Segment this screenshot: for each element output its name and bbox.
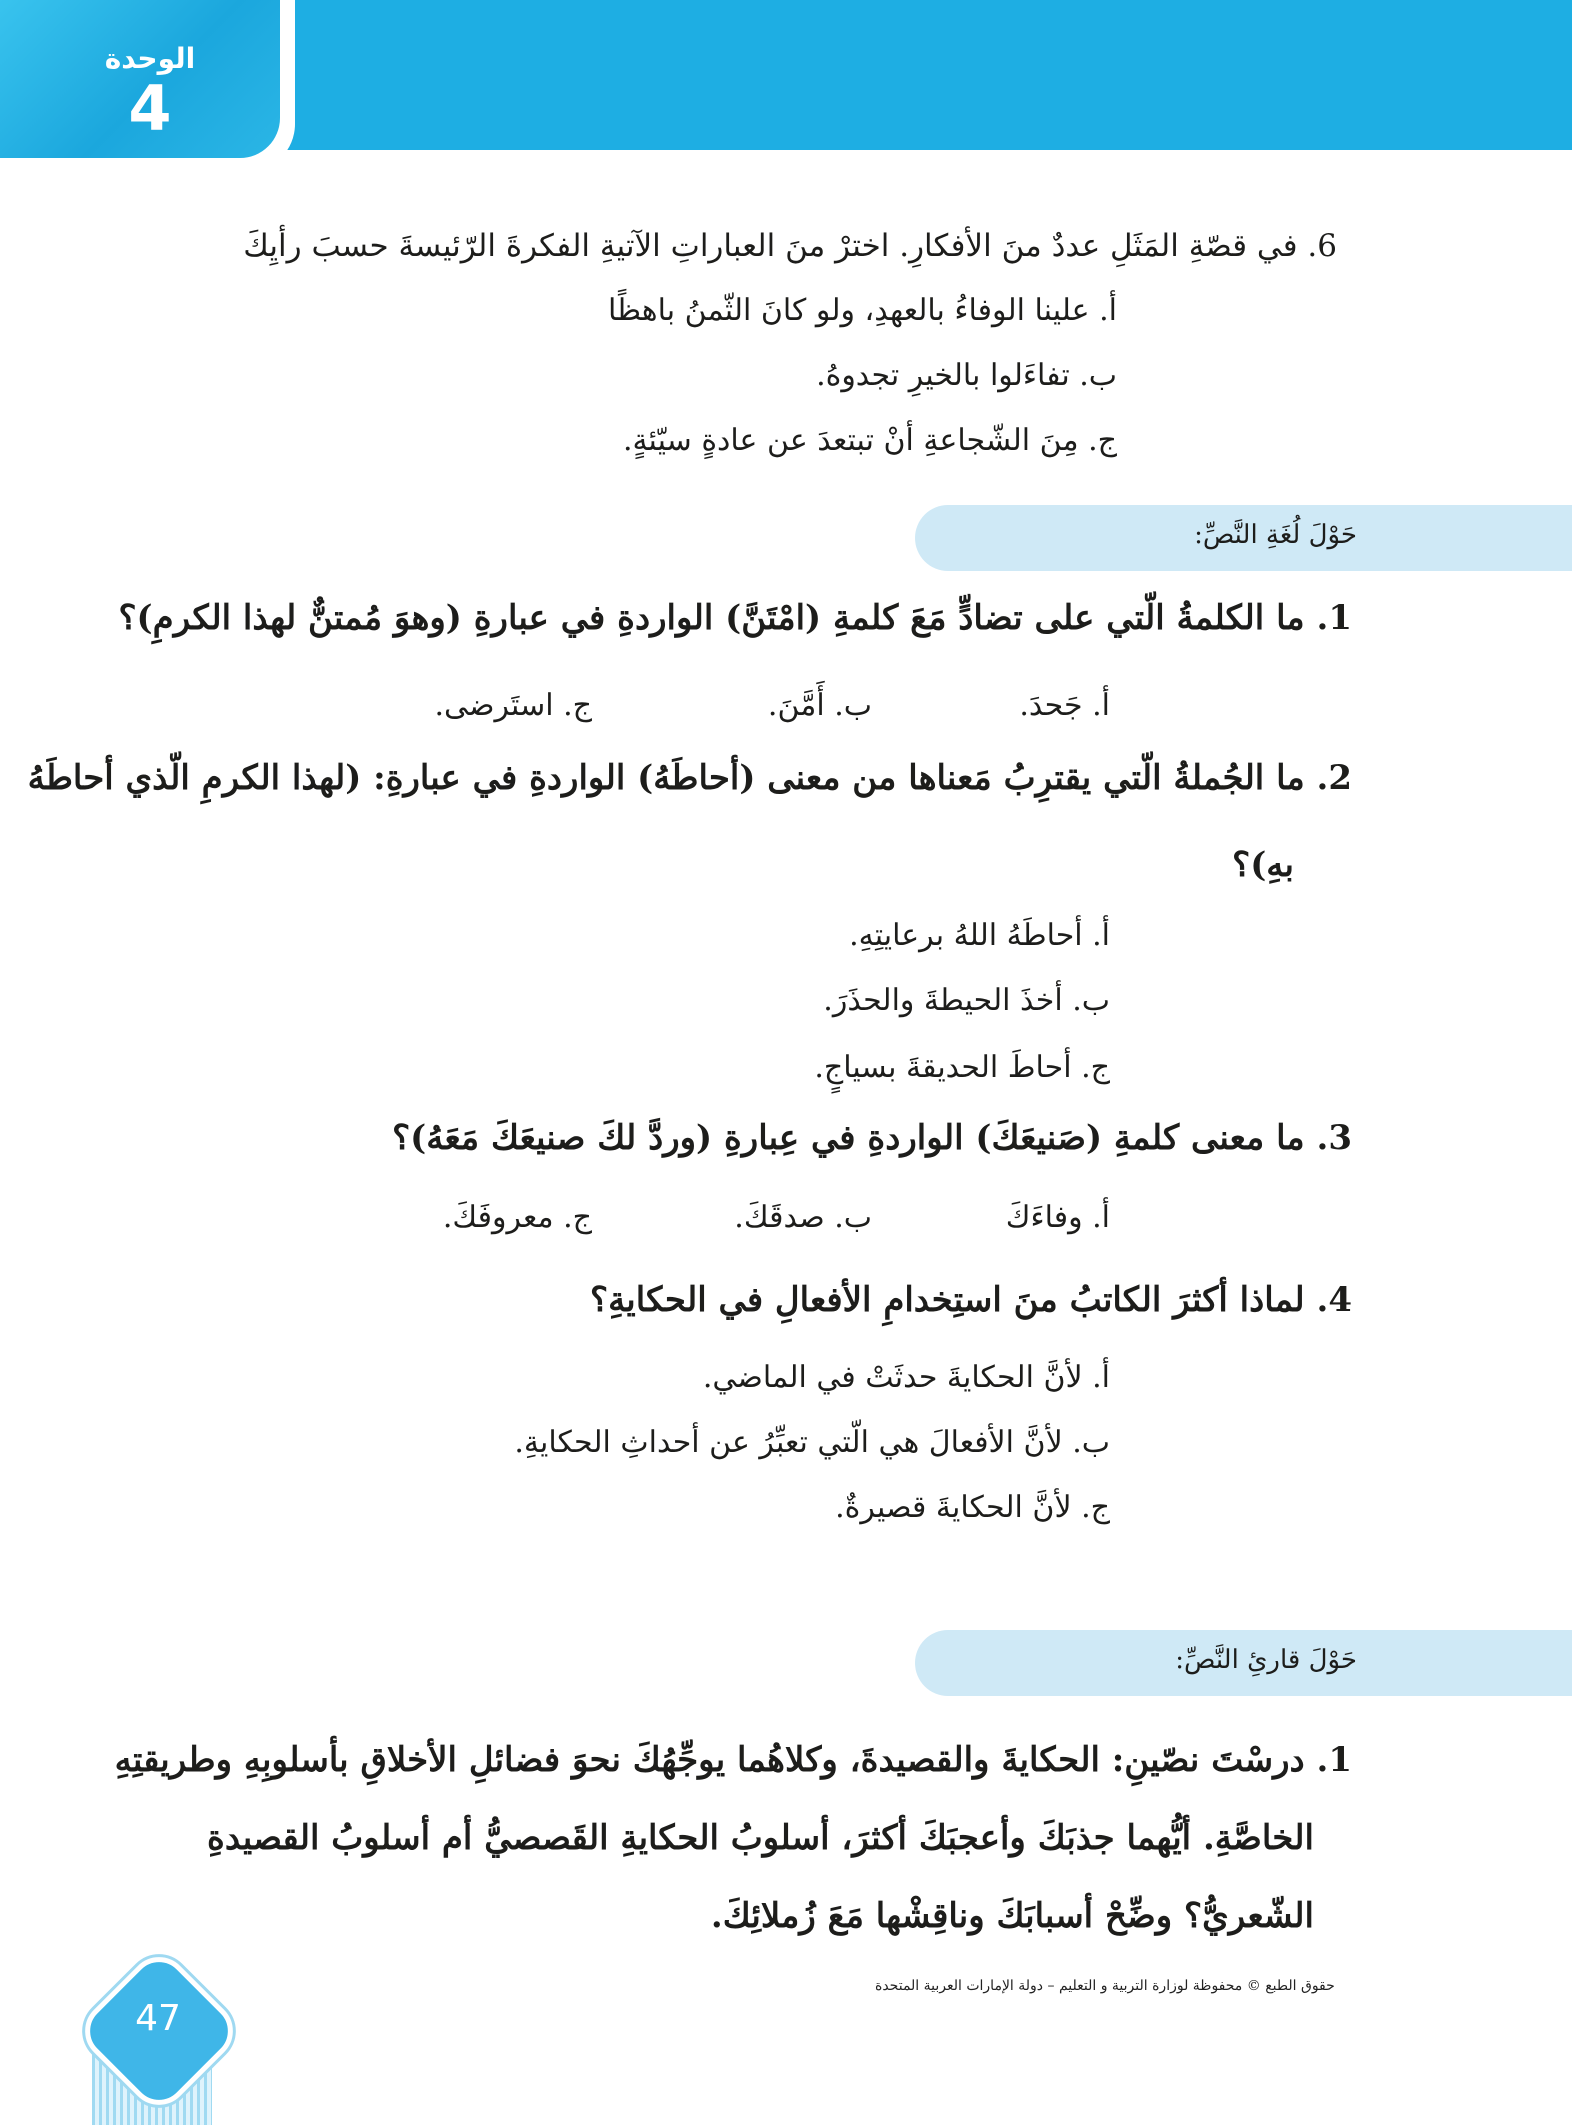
- language-question-3: 3. ما معنى كلمةِ (صَنيعَكَ) الواردةِ في عِبارةِ (وردَّ لكَ صنيعَكَ مَعَهُ)؟: [392, 1118, 1352, 1158]
- lq1-option-b: ب. أَمَّنَ.: [767, 688, 872, 723]
- question-6-option-c: ج. مِنَ الشّجاعةِ أنْ تبتعدَ عن عادةٍ سيّئةٍ.: [622, 423, 1117, 458]
- lq3-option-c: ج. معروفَكَ.: [442, 1200, 592, 1235]
- language-question-4: 4. لماذا أكثرَ الكاتبُ منَ استِخدامِ الأفعالِ في الحكايةِ؟: [590, 1280, 1352, 1320]
- language-question-2-line-1: 2. ما الجُملةُ الّتي يقترِبُ مَعناها من معنى (أحاطَهُ) الواردةِ في عبارةِ: (لهذا الكرمِ الّذي أحاطَهُ: [27, 758, 1352, 798]
- section-reader-header: [915, 1630, 1572, 1696]
- language-question-1: 1. ما الكلمةُ الّتي على تضادٍّ مَعَ كلمةِ (امْتَنَّ) الواردةِ في عبارةِ (وهوَ مُمتنٌّ لهذا الكرمِ)؟: [118, 598, 1352, 638]
- section-reader-title: حَوْلَ قارئِ النَّصِّ:: [1175, 1645, 1357, 1675]
- page-number: 47: [135, 1998, 181, 2039]
- section-language-title: حَوْلَ لُغَةِ النَّصِّ:: [1194, 520, 1357, 550]
- copyright-notice: حقوق الطبع © محفوظة لوزارة التربية و التعليم – دولة الإمارات العربية المتحدة: [875, 1978, 1335, 1994]
- lq3-option-b: ب. صدقَكَ.: [734, 1200, 872, 1235]
- header-band: [265, 0, 1572, 150]
- lq4-option-a: أ. لأنَّ الحكايةَ حدثَتْ في الماضي.: [702, 1360, 1110, 1395]
- lq4-option-c: ج. لأنَّ الحكايةَ قصيرةٌ.: [835, 1490, 1110, 1525]
- reader-question-line-1: 1. درسْتَ نصّينِ: الحكايةَ والقصيدةَ، وكلاهُما يوجِّهُكَ نحوَ فضائلِ الأخلاقِ بأسلوبِهِ وطريقتِهِ: [114, 1740, 1352, 1780]
- reader-question-line-2: الخاصَّةِ. أيُّهما جذبَكَ وأعجبَكَ أكثرَ، أسلوبُ الحكايةِ القَصصيُّ أم أسلوبُ القصيدةِ: [207, 1818, 1314, 1858]
- section-language-header: [915, 505, 1572, 571]
- lq1-option-a: أ. جَحدَ.: [1019, 688, 1110, 723]
- reader-question-line-3: الشّعريُّ؟ وضِّحْ أسبابَكَ وناقِشْها مَعَ زُملائِكَ.: [710, 1896, 1314, 1936]
- unit-number: 4: [128, 72, 172, 145]
- question-6-option-a: أ. علينا الوفاءُ بالعهدِ، ولو كانَ الثّمنُ باهظًا: [608, 293, 1117, 328]
- question-6-text: 6. في قصّةِ المَثَلِ عددٌ منَ الأفكارِ. اخترْ منَ العباراتِ الآتيةِ الفكرةَ الرّئيسةَ حسبَ رأيِكَ: [243, 228, 1337, 264]
- lq4-option-b: ب. لأنَّ الأفعالَ هي الّتي تعبِّرُ عن أحداثِ الحكايةِ.: [514, 1425, 1110, 1460]
- lq2-option-c: ج. أحاطَ الحديقةَ بسياجٍ.: [814, 1050, 1110, 1085]
- lq2-option-a: أ. أحاطَهُ اللهُ برعايتِهِ.: [849, 918, 1110, 953]
- lq3-option-a: أ. وفاءَكَ: [1005, 1200, 1110, 1235]
- lq1-option-c: ج. استَرضى.: [434, 688, 592, 723]
- question-6-option-b: ب. تفاءَلوا بالخيرِ تجدوهُ.: [816, 358, 1117, 393]
- unit-label: الوحدة: [104, 42, 196, 75]
- language-question-2-line-2: بهِ)؟: [1232, 845, 1294, 885]
- lq2-option-b: ب. أخذَ الحيطةَ والحذَرَ.: [823, 983, 1110, 1018]
